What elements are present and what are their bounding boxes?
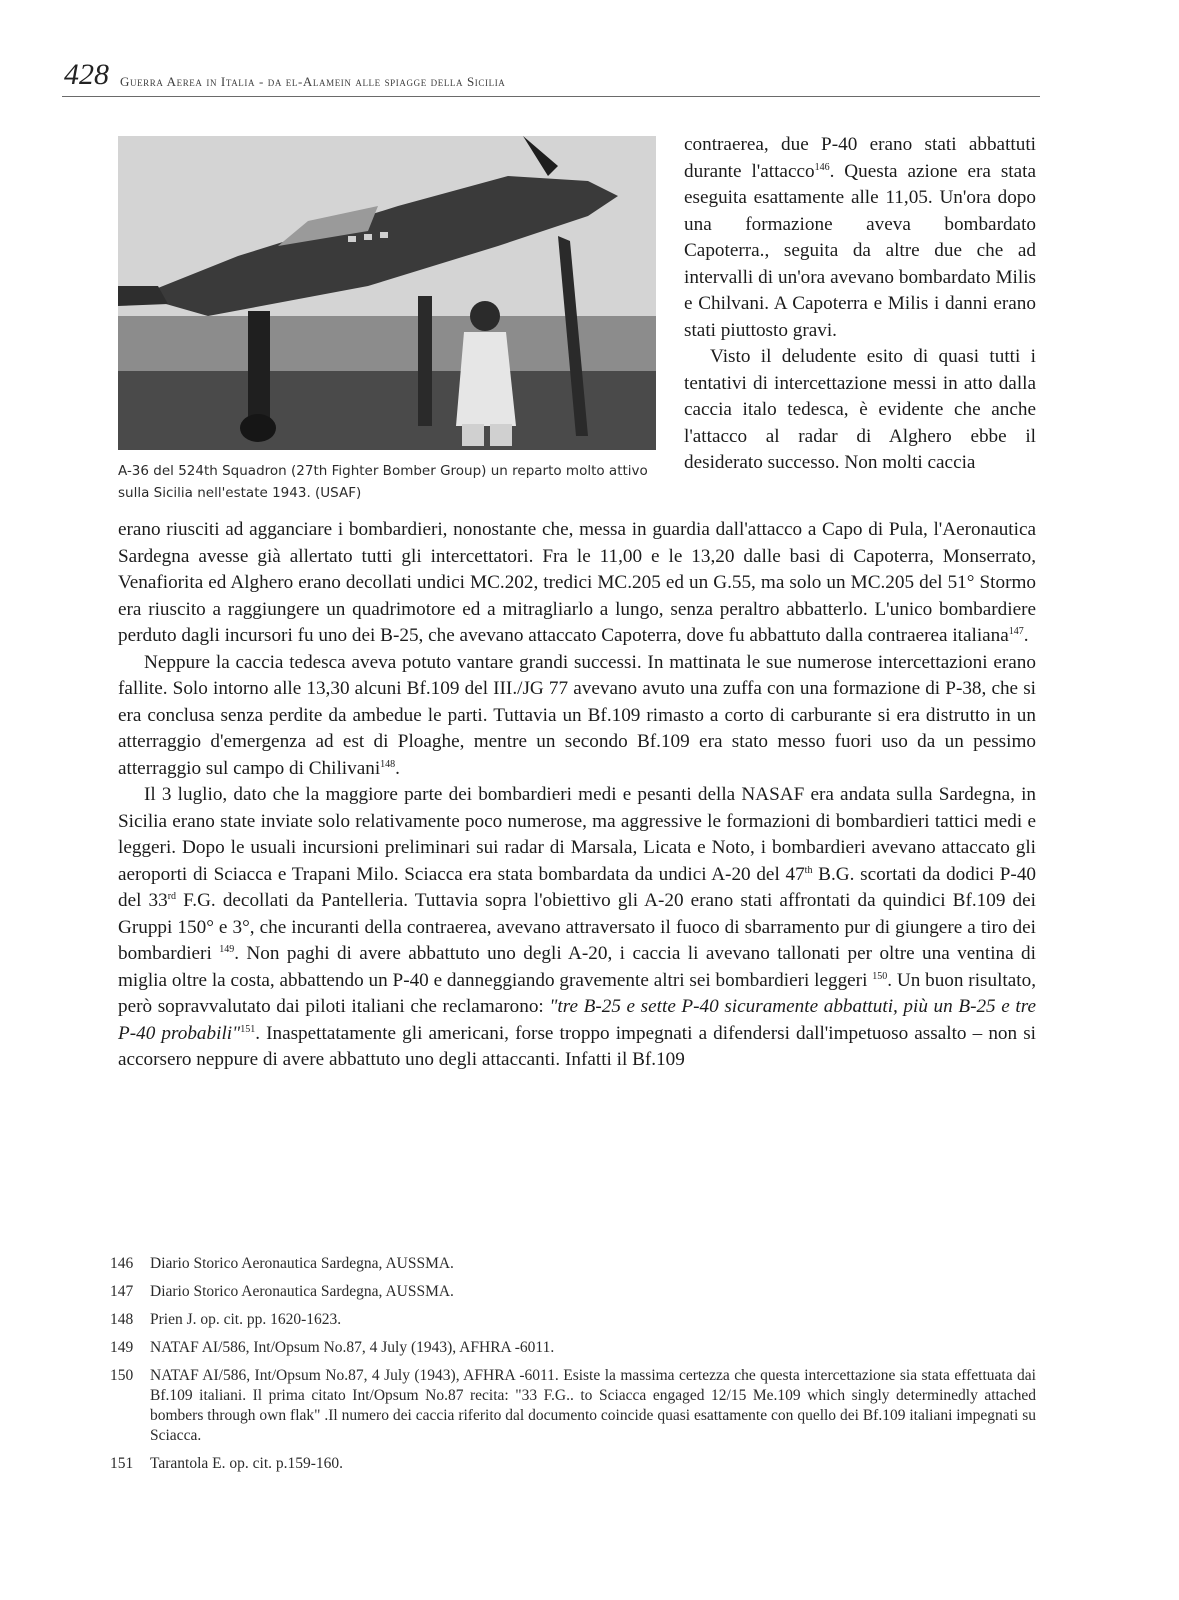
footnote-number: 146 [110,1255,134,1272]
footnote-number: 148 [110,1311,134,1328]
footnote [110,1366,1036,1446]
running-title: Guerra Aerea in Italia - da el-Alamein alle spiagge della Sicilia [120,74,506,89]
text-run: F.G. decollati da Pantelleria. Tuttavia sopra l'obiettivo gli A-20 erano stati affrontati da quindici Bf.109 dei Gruppi 150° e 3°, che incuranti della contraerea, avevano attraversato il fuoco di sbarramento pur di giungere a tiro dei bombardieri [118,890,1036,964]
footnote [110,1454,1036,1474]
footnote [110,1338,1036,1358]
figure-caption: A-36 del 524th Squadron (27th Fighter Bomber Group) un reparto molto attivo sulla Sicilia nell'estate 1943. (USAF) [118,463,648,501]
text-run: Il 3 luglio, dato che la maggiore parte dei bombardieri medi e pesanti della NASAF era andata sulla Sardegna, in Sicilia erano state inviate solo relativamente poco numerose, ma aggressive le formazioni di bombardieri tattici medi e leggeri. Dopo le usuali incursioni preliminari sui radar di Marsala, Licata e Noto, i bombardieri avevano attaccato gli aeroporti di Sciacca e Trapani Milo. Sciacca era stata bombardata da undici A-20 del 47 [118,784,1036,885]
paragraph: Visto il deludente esito di quasi tutti i tentativi di intercettazione messi in atto dalla caccia italo tedesca, è evidente che anche l'attacco al radar di Alghero ebbe il desiderato successo. Non molti caccia [684,346,1036,473]
footnote-number: 150 [110,1367,134,1384]
footnote-text: NATAF AI/586, Int/Opsum No.87, 4 July (1943), AFHRA -6011. Esiste la massima certezza che questa intercettazione sia stata effettuata dai Bf.109 italiani. Il prima citato Int/Opsum No.87 recita: "33 F.G.. to Sciacca engaged 12/15 Me.109 which singly determinedly attached bombers through own flak" .Il numero dei caccia riferito dal documento coincide quasi esattamente con quello dei Bf.109 italiani impegnati su Sciacca. [150,1367,1036,1444]
footnote-ref: 147 [1008,626,1024,637]
footnote-ref: 146 [814,161,830,173]
footnote-number: 151 [110,1455,134,1472]
footnote-ref: 150 [872,970,888,982]
running-header [62,60,1040,97]
aircraft-photo [118,136,656,450]
paragraph [684,132,1036,344]
text-run: B.G. scortati da dodici P-40 del 33 [118,863,1037,911]
footnotes [110,1254,1036,1482]
paragraph [118,517,1036,650]
footnote-ref: 151 [240,1023,256,1035]
text-run: . Inaspettatamente gli americani, forse troppo impegnati a difendersi dall'impetuoso assalto – non si accorsero neppure di avere abbattuto uno degli attaccanti. Infatti il Bf.109 [118,1022,1036,1070]
text-run: contraerea, due P-40 erano stati abbattuti durante l'attacco [684,134,1036,182]
text-run: Neppure la caccia tedesca aveva potuto vantare grandi successi. In mattinata le sue numerose intercettazioni erano fallite. Solo intorno alle 13,30 alcuni Bf.109 del III./JG 77 avevano avuto una zuffa con una formazione di P-38, che si era conclusa senza perdite da ambedue le parti. Tuttavia un Bf.109 rimasto a corto di carburante si era distrutto in un atterraggio d'emergenza ad est di Ploaghe, mentre un secondo Bf.109 era stato messo fuori uso da un pessimo atterraggio sul campo di Chilivani [118,651,1036,779]
footnote-text: Tarantola E. op. cit. p.159-160. [150,1455,344,1472]
footnote [110,1310,1036,1330]
aircraft-photo-illustration [118,136,656,450]
text-run: . Questa azione era stata eseguita esattamente alle 11,05. Un'ora dopo una formazione aveva bombardato Capoterra., seguita da altre due che ad intervalli di un'ora avevano bombardato Milis e Chilvani. A Capoterra e Milis i danni erano stati piuttosto gravi. [684,160,1036,341]
paragraph [118,650,1036,783]
body-text [118,517,1036,1074]
footnote-number: 149 [110,1339,134,1356]
footnote-text: Prien J. op. cit. pp. 1620-1623. [150,1311,342,1328]
footnote-ref: 148 [380,758,396,770]
footnote-text: Diario Storico Aeronautica Sardegna, AUSSMA. [150,1255,454,1272]
text-run: . [395,757,400,779]
footnote-number: 147 [110,1283,134,1300]
text-run: . Non paghi di avere abbattuto uno degli A-20, i caccia li avevano tallonati per oltre una ventina di miglia oltre la costa, abbattendo un P-40 e danneggiando gravemente altri sei bombardieri leggeri [118,943,1036,991]
italic-quote: "tre B-25 e sette P-40 sicuramente abbattuti, più un B-25 e tre P-40 probabili" [118,996,1036,1044]
text-run: . [1023,625,1029,646]
footnote-text: Diario Storico Aeronautica Sardegna, AUSSMA. [150,1283,454,1300]
superscript: th [804,864,813,876]
footnote [110,1282,1036,1302]
page-number: 428 [64,58,109,91]
text-run: . Un buon risultato, però sopravvalutato dai piloti italiani che reclamarono: [118,969,1036,1017]
footnote [110,1254,1036,1274]
superscript: rd [167,891,177,902]
footnote-ref: 149 [219,944,235,955]
paragraph [118,782,1036,1074]
footnote-text: NATAF AI/586, Int/Opsum No.87, 4 July (1943), AFHRA -6011. [150,1339,555,1356]
text-run: erano riusciti ad agganciare i bombardieri, nonostante che, messa in guardia dall'attacco a Capo di Pula, l'Aeronautica Sardegna avesse già allertato tutti gli intercettatori. Fra le 11,00 e le 13,20 dalle basi di Capoterra, Monserrato, Venafiorita ed Alghero erano decollati undici MC.202, tredici MC.205 ed un G.55, ma solo un MC.205 del 51° Stormo era riuscito a raggiungere un quadrimotore ed a mitragliarlo a lungo, senza peraltro abbatterlo. L'unico bombardiere perduto dagli incursori fu uno dei B-25, che avevano attaccato Capoterra, dove fu abbattuto dalla contraerea italiana [118,519,1036,646]
right-column-text [684,132,1036,477]
